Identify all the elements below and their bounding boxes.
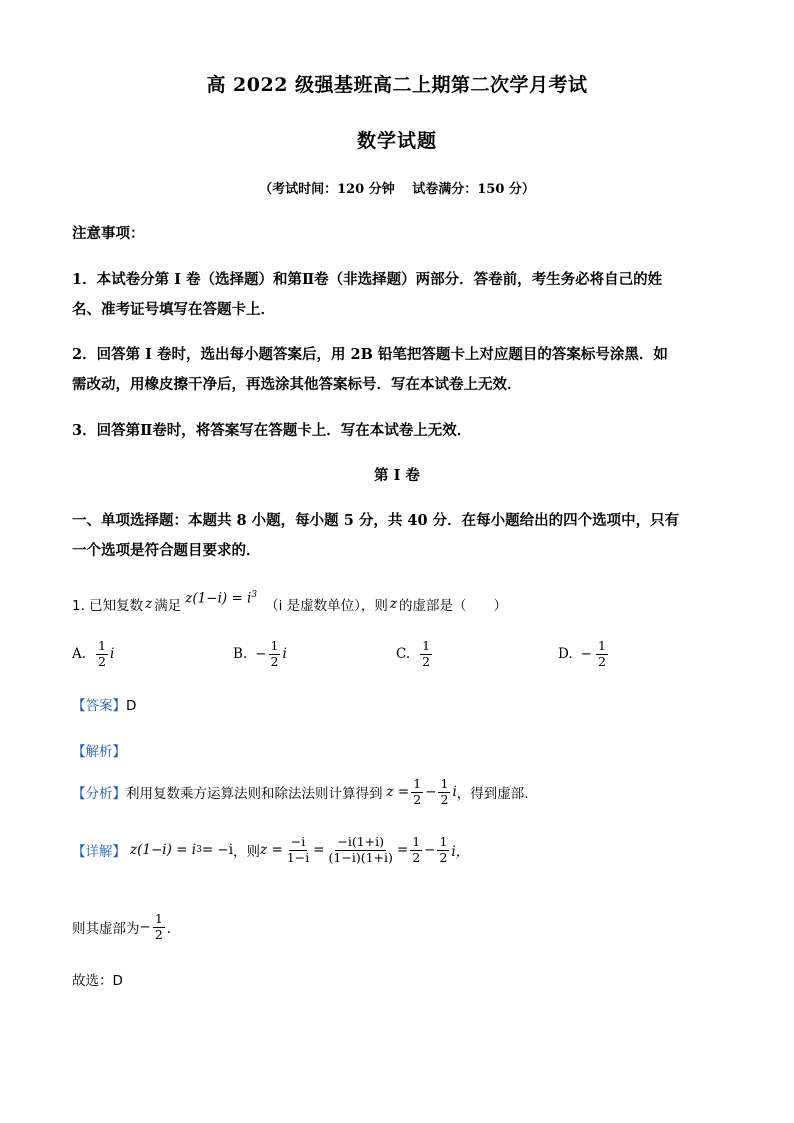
q1-suffix-b: 的虚部是（ ） — [399, 598, 508, 614]
exam-subject: 数学试题 — [356, 130, 437, 152]
question-1-stem — [72, 589, 508, 614]
q1-var-2: z — [389, 596, 398, 612]
section-label: 第 I 卷 — [374, 467, 420, 484]
option-a: A. $\frac{1}{2}$ i — [72, 638, 115, 669]
q1-suffix-a: （i 是虚数单位），则 — [265, 598, 388, 614]
conclusion-line: 则其虚部为 − $\frac{1}{2}$ ． — [72, 911, 181, 942]
q1-equation: $z(1-i) = i^3$ — [185, 589, 258, 607]
final-choice: 故选：D — [72, 973, 123, 989]
q1-prefix: 1. 已知复数 — [72, 598, 144, 614]
fenxi-line: 【分析】 利用复数乘方运算法则和除法法则计算得到 z = $\frac{1}{2}$ − $\frac{1}{2}$ i ，得到虚部. — [72, 776, 529, 807]
section-intro-line-1: 一、单项选择题：本题共 8 小题，每小题 5 分，共 40 分．在每小题给出的四个选项中，只有 — [72, 512, 680, 529]
exam-time-info: （考试时间：120 分钟 试卷满分：150 分） — [259, 182, 535, 197]
notice-item-3: 3．回答第Ⅱ卷时，将答案写在答题卡上．写在本试卷上无效． — [72, 422, 472, 439]
option-b: B. − $\frac{1}{2}$ i — [233, 638, 287, 669]
analysis-tag: 【解析】 — [72, 744, 126, 760]
notice-item-1-line-1: 1．本试卷分第 I 卷（选择题）和第Ⅱ卷（非选择题）两部分．答卷前，考生务必将自己的姓 — [72, 271, 663, 288]
notice-item-2-line-1: 2．回答第 I 卷时，选出每小题答案后，用 2B 铅笔把答题卡上对应题目的答案标号涂黑．如 — [72, 346, 668, 363]
notice-item-2-line-2: 需改动，用橡皮擦干净后，再选涂其他答案标号．写在本试卷上无效． — [72, 376, 522, 393]
notice-heading: 注意事项： — [72, 225, 145, 242]
exam-title: 高 2022 级强基班高二上期第二次学月考试 — [206, 74, 588, 96]
notice-item-1-line-2: 名、准考证号填写在答题卡上． — [72, 301, 275, 318]
option-c: C. $\frac{1}{2}$ — [396, 638, 431, 669]
q1-mid: 满足 — [154, 598, 182, 614]
option-d: D. − $\frac{1}{2}$ — [558, 638, 606, 669]
q1-var: z — [145, 596, 153, 612]
section-intro-line-2: 一个选项是符合题目要求的． — [72, 542, 261, 559]
xiangjie-line: 【详解】 z(1−i) = i 3 = −i ，则 z = $\frac{-i}{1-i}$ = $\frac{-i(1+i)}{(1-i)(1+i)}$ = $\frac{1}{2}$ − $\frac{1}{2}$ i， — [72, 834, 470, 865]
answer-line: 【答案】D — [72, 698, 137, 714]
